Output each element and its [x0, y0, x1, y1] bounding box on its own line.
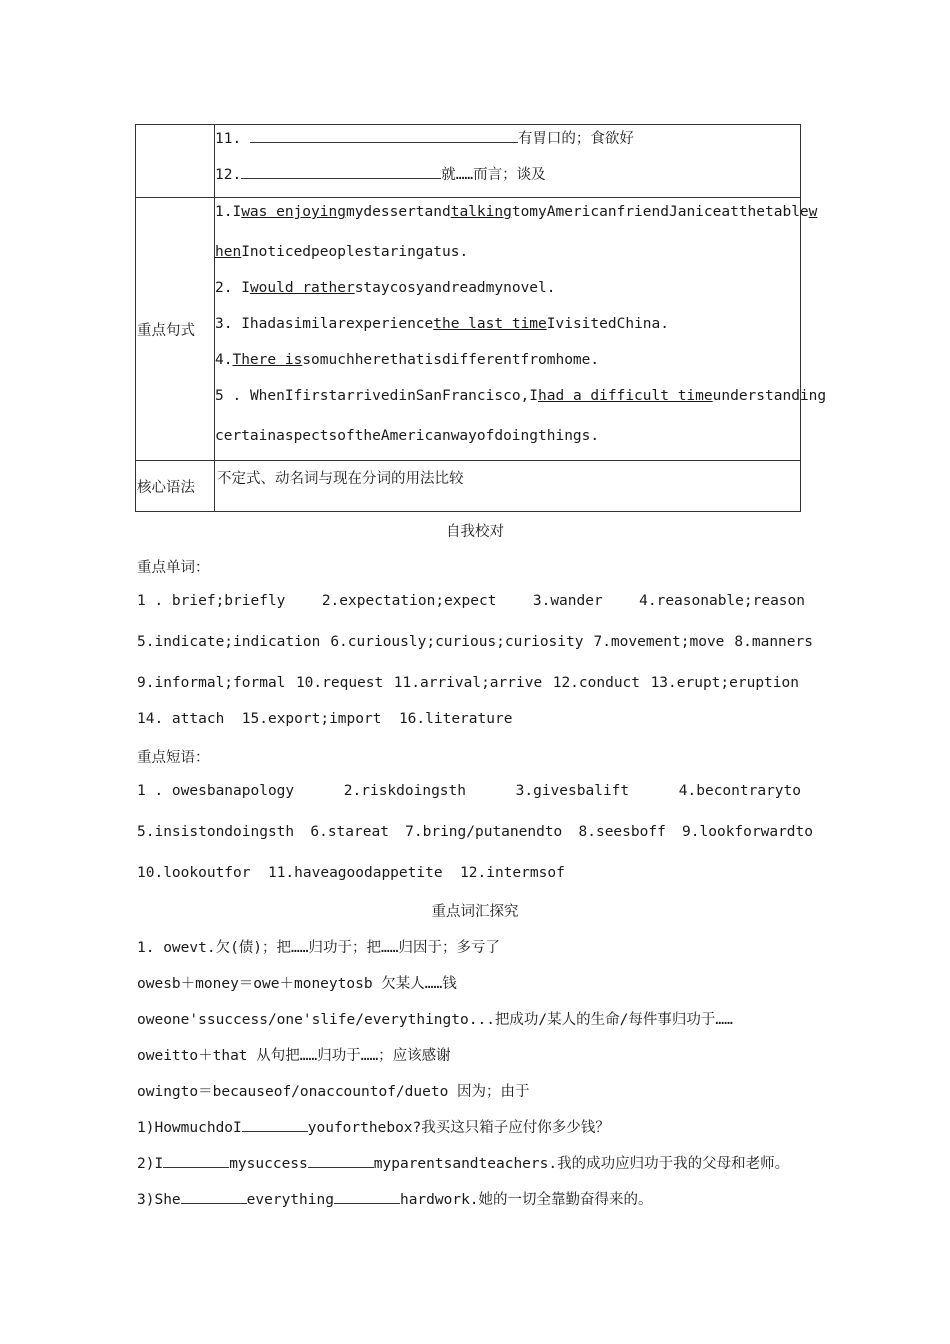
sentence-5-cont: certainaspectsoftheAmericanwayofdoingthings. — [215, 428, 600, 444]
phrases-tail-cell — [215, 125, 801, 198]
vocab-line-4: oweitto＋that 从句把……归功于……；应该感谢 — [137, 1048, 451, 1064]
answer-blank[interactable] — [181, 1189, 247, 1204]
exercise-1: 1)HowmuchdoI youforthebox?我买这只箱子应付你多少钱？ — [137, 1116, 610, 1137]
phrases-heading: 重点短语： — [137, 750, 210, 766]
sentence-5: 5 . WhenIfirstarrivedinSanFrancisco,Ihad a difficult timeunderstanding — [215, 388, 827, 404]
vocab-line-1: 1. owevt.欠(债)；把……归功于；把……归因于；多亏了 — [137, 940, 500, 956]
sentences-cell — [215, 198, 827, 461]
phrases-row-3: 10.lookoutfor 11.haveagoodappetite 12.intermsof — [137, 865, 565, 881]
phrase-12: 12. 就……而言；谈及 — [215, 161, 800, 197]
words-row-1: 1 . brief;briefly 2.expectation;expect 3.wander 4.reasonable;reason — [137, 593, 805, 609]
sentence-4: 4.There issomuchherethatisdifferentfromhome. — [215, 352, 600, 368]
self-check-title: 自我校对 — [446, 524, 504, 540]
grammar-text: 不定式、动名词与现在分词的用法比较 — [217, 471, 464, 487]
vocab-title: 重点词汇探究 — [431, 904, 519, 920]
vocab-line-5: owingto＝becauseof/onaccountof/dueto 因为；由于 — [137, 1084, 530, 1100]
answer-blank[interactable] — [308, 1153, 374, 1168]
words-row-3: 9.informal;formal 10.request 11.arrival;arrive 12.conduct 13.erupt;eruption — [137, 675, 799, 691]
phrases-row-2: 5.insistondoingsth 6.stareat 7.bring/putanendto 8.seesboff 9.lookforwardto — [137, 824, 813, 840]
exercise-2: 2)I mysuccess myparentsandteachers.我的成功应归功于我的父母和老师。 — [137, 1152, 789, 1173]
sentence-3: 3. Ihadasimilarexperiencethe last timeIvisitedChina. — [215, 316, 669, 332]
vocab-line-2: owesb＋money＝owe＋moneytosb 欠某人……钱 — [137, 976, 457, 992]
words-heading: 重点单词： — [137, 560, 210, 576]
phrase-11: 11. 有胃口的；食欲好 — [215, 125, 800, 161]
answer-blank[interactable] — [242, 1117, 308, 1132]
sentences-label: 重点句式 — [136, 198, 215, 461]
phrases-label-cell — [136, 125, 215, 198]
words-row-2: 5.indicate;indication 6.curiously;curious;curiosity 7.movement;move 8.manners — [137, 634, 813, 650]
sentence-1: 1.Iwas enjoyingmydessertandtalkingtomyAmericanfriendJaniceatthetablew — [215, 204, 818, 220]
grammar-cell — [215, 461, 801, 512]
exercise-3: 3)She everything hardwork.她的一切全靠勤奋得来的。 — [137, 1188, 653, 1209]
words-row-4: 14. attach 15.export;import 16.literature — [137, 711, 513, 727]
grammar-label: 核心语法 — [136, 461, 215, 512]
summary-table — [135, 124, 827, 512]
answer-blank[interactable] — [241, 164, 441, 179]
sentence-1-cont: henInoticedpeoplestaringatus. — [215, 244, 469, 260]
answer-blank[interactable] — [334, 1189, 400, 1204]
answer-blank[interactable] — [250, 128, 518, 143]
phrases-row-1: 1 . owesbanapology 2.riskdoingsth 3.givesbalift 4.becontraryto — [137, 783, 801, 799]
vocab-line-3: oweone'ssuccess/one'slife/everythingto...把成功/某人的生命/每件事归功于…… — [137, 1012, 733, 1028]
sentence-2: 2. Iwould ratherstaycosyandreadmynovel. — [215, 280, 556, 296]
answer-blank[interactable] — [163, 1153, 229, 1168]
